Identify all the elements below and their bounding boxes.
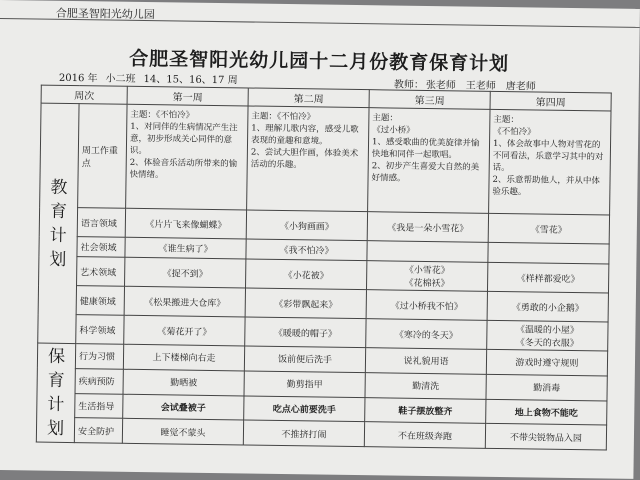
activity-cell: 《菊花开了》 bbox=[124, 315, 245, 346]
care-plan-section bbox=[36, 343, 75, 443]
care-cell: 睡觉不蒙头 bbox=[122, 419, 243, 445]
focus-line: 2、乐意帮助他人，并从中体验乐趣。 bbox=[492, 174, 601, 198]
area-label: 艺术领域 bbox=[77, 257, 125, 287]
care-cell: 饭前便后洗手 bbox=[244, 346, 365, 372]
activity-cell bbox=[487, 320, 608, 351]
focus-line: 1、体会故事中人物对雪花的不同看法，乐意学习其中的对话。 bbox=[492, 138, 604, 174]
care-cell: 游戏时遵守规则 bbox=[486, 349, 607, 375]
care-cell: 会试叠被子 bbox=[123, 394, 244, 420]
teacher-label: 教师： bbox=[393, 79, 424, 91]
area-label: 安全防护 bbox=[74, 418, 122, 443]
activity-cell bbox=[488, 242, 609, 264]
focus-line: 主题： bbox=[493, 114, 519, 126]
teacher-wang: 王老师 bbox=[465, 80, 496, 92]
area-label: 疾病预防 bbox=[75, 368, 123, 393]
focus-line: 2、体验音乐活动所带来的愉快情绪。 bbox=[129, 157, 238, 181]
focus-line: 《过小桥》 bbox=[372, 125, 415, 136]
teacher-tang: 唐老师 bbox=[505, 81, 536, 93]
weeks-text: 14、15、16、17 周 bbox=[143, 74, 238, 87]
week-1-focus bbox=[126, 104, 248, 210]
activity-cell: 《片片飞来像蝴蝶》 bbox=[125, 208, 246, 239]
activity-cell: 《暖暖的帽子》 bbox=[245, 317, 366, 348]
education-plan-section-char: 育 bbox=[49, 201, 68, 222]
education-plan-section bbox=[38, 103, 79, 344]
focus-line: 2、尝试大胆作画，体验美术活动的乐趣。 bbox=[250, 147, 359, 171]
focus-label: 周工作重点 bbox=[78, 104, 127, 209]
week-3-header: 第三周 bbox=[369, 90, 490, 110]
activity-cell: 《小花被》 bbox=[246, 259, 367, 290]
activity-cell: 《我是一朵小雪花》 bbox=[367, 212, 488, 243]
class-info bbox=[59, 69, 246, 87]
week-column-label: 周次 bbox=[41, 85, 127, 104]
activity-cell-line: 《冬天的衣服》 bbox=[515, 338, 579, 350]
focus-line: 2、初步产生喜爱大自然的美好情感。 bbox=[371, 161, 480, 184]
care-plan-section-char: 划 bbox=[46, 418, 65, 439]
teacher-zhang: 张老师 bbox=[425, 79, 456, 92]
activity-cell-line: 《温暖的小屋》 bbox=[515, 325, 580, 337]
year-text: 2016 年 bbox=[58, 72, 98, 85]
area-label: 科学领域 bbox=[76, 315, 124, 345]
care-cell: 说礼貌用语 bbox=[365, 348, 486, 374]
focus-line: 1、感受歌曲的优美旋律并愉快地和同伴一起歌唱。 bbox=[371, 137, 480, 161]
activity-cell bbox=[366, 261, 487, 292]
focus-line: 1、理解儿歌内容，感受儿歌表现的童趣和意境。 bbox=[250, 123, 359, 147]
document-title: 合肥圣智阳光幼儿园十二月份教育保育计划 bbox=[129, 47, 510, 76]
activity-cell bbox=[367, 241, 488, 263]
school-header-tag: 合肥圣智阳光幼儿园 bbox=[55, 6, 155, 22]
care-cell: 鞋子摆放整齐 bbox=[365, 397, 486, 423]
activity-cell: 《捉不到》 bbox=[125, 257, 246, 288]
activity-cell: 《彩带飘起来》 bbox=[245, 288, 366, 319]
care-cell: 勤剪指甲 bbox=[244, 371, 365, 397]
education-plan-section-char: 计 bbox=[49, 225, 67, 246]
header-rule bbox=[0, 18, 640, 28]
care-plan-section-char: 计 bbox=[47, 394, 65, 415]
care-cell: 勤清洗 bbox=[365, 372, 486, 398]
activity-cell: 《小狗画画》 bbox=[246, 210, 367, 241]
week-4-focus bbox=[489, 109, 611, 215]
focus-line: 主题：《不怕冷》 bbox=[130, 109, 195, 121]
focus-line: 主题： bbox=[372, 113, 398, 124]
care-cell: 勤晒被 bbox=[123, 369, 244, 395]
activity-cell: 《我不怕冷》 bbox=[246, 239, 367, 261]
education-plan-section-char: 教 bbox=[50, 177, 68, 198]
care-cell: 上下楼梯向右走 bbox=[123, 344, 244, 370]
class-text: 小二班 bbox=[105, 73, 136, 85]
activity-cell: 《谁生病了》 bbox=[125, 237, 246, 259]
week-1-header: 第一周 bbox=[127, 86, 248, 106]
care-plan-section-char: 保 bbox=[47, 346, 66, 367]
area-label: 社会领域 bbox=[77, 237, 125, 258]
care-cell: 不在班级奔跑 bbox=[364, 422, 485, 448]
plan-table bbox=[36, 85, 612, 451]
focus-line: 《不怕冷》 bbox=[493, 126, 536, 138]
week-3-focus bbox=[368, 108, 490, 214]
care-cell: 吃点心前要洗手 bbox=[244, 395, 365, 421]
week-2-header: 第二周 bbox=[248, 88, 369, 108]
activity-cell: 《勇敢的小企鹅》 bbox=[487, 291, 608, 322]
area-label: 健康领域 bbox=[76, 286, 124, 316]
week-4-header: 第四周 bbox=[490, 91, 611, 111]
activity-cell-line: 《花棉袄》 bbox=[404, 278, 450, 290]
education-plan-section-char: 划 bbox=[49, 249, 67, 270]
care-cell: 不推挤打闹 bbox=[243, 420, 364, 446]
activity-cell: 《雪花》 bbox=[488, 213, 609, 244]
focus-line: 1、对同伴的生病情况产生注意，初步形成关心同伴的意识。 bbox=[129, 121, 238, 157]
activity-cell: 《样样都爱吃》 bbox=[487, 262, 608, 293]
care-cell: 不带尖锐物品入园 bbox=[485, 424, 606, 450]
activity-cell-line: 《小雪花》 bbox=[404, 265, 450, 277]
week-2-focus bbox=[247, 106, 369, 212]
area-label: 生活指导 bbox=[75, 393, 123, 418]
activity-cell: 《寒冷的冬天》 bbox=[366, 319, 487, 350]
area-label: 行为习惯 bbox=[75, 344, 123, 369]
focus-row bbox=[40, 103, 611, 215]
area-label: 语言领域 bbox=[77, 208, 125, 238]
care-plan-section-char: 育 bbox=[47, 370, 65, 391]
activity-cell: 《松果搬进大仓库》 bbox=[124, 286, 245, 317]
care-cell: 地上食物不能吃 bbox=[486, 399, 607, 425]
activity-cell: 《过小桥我不怕》 bbox=[366, 290, 487, 321]
care-cell: 勤消毒 bbox=[486, 374, 607, 400]
focus-line: 主题：《不怕冷》 bbox=[251, 111, 316, 123]
